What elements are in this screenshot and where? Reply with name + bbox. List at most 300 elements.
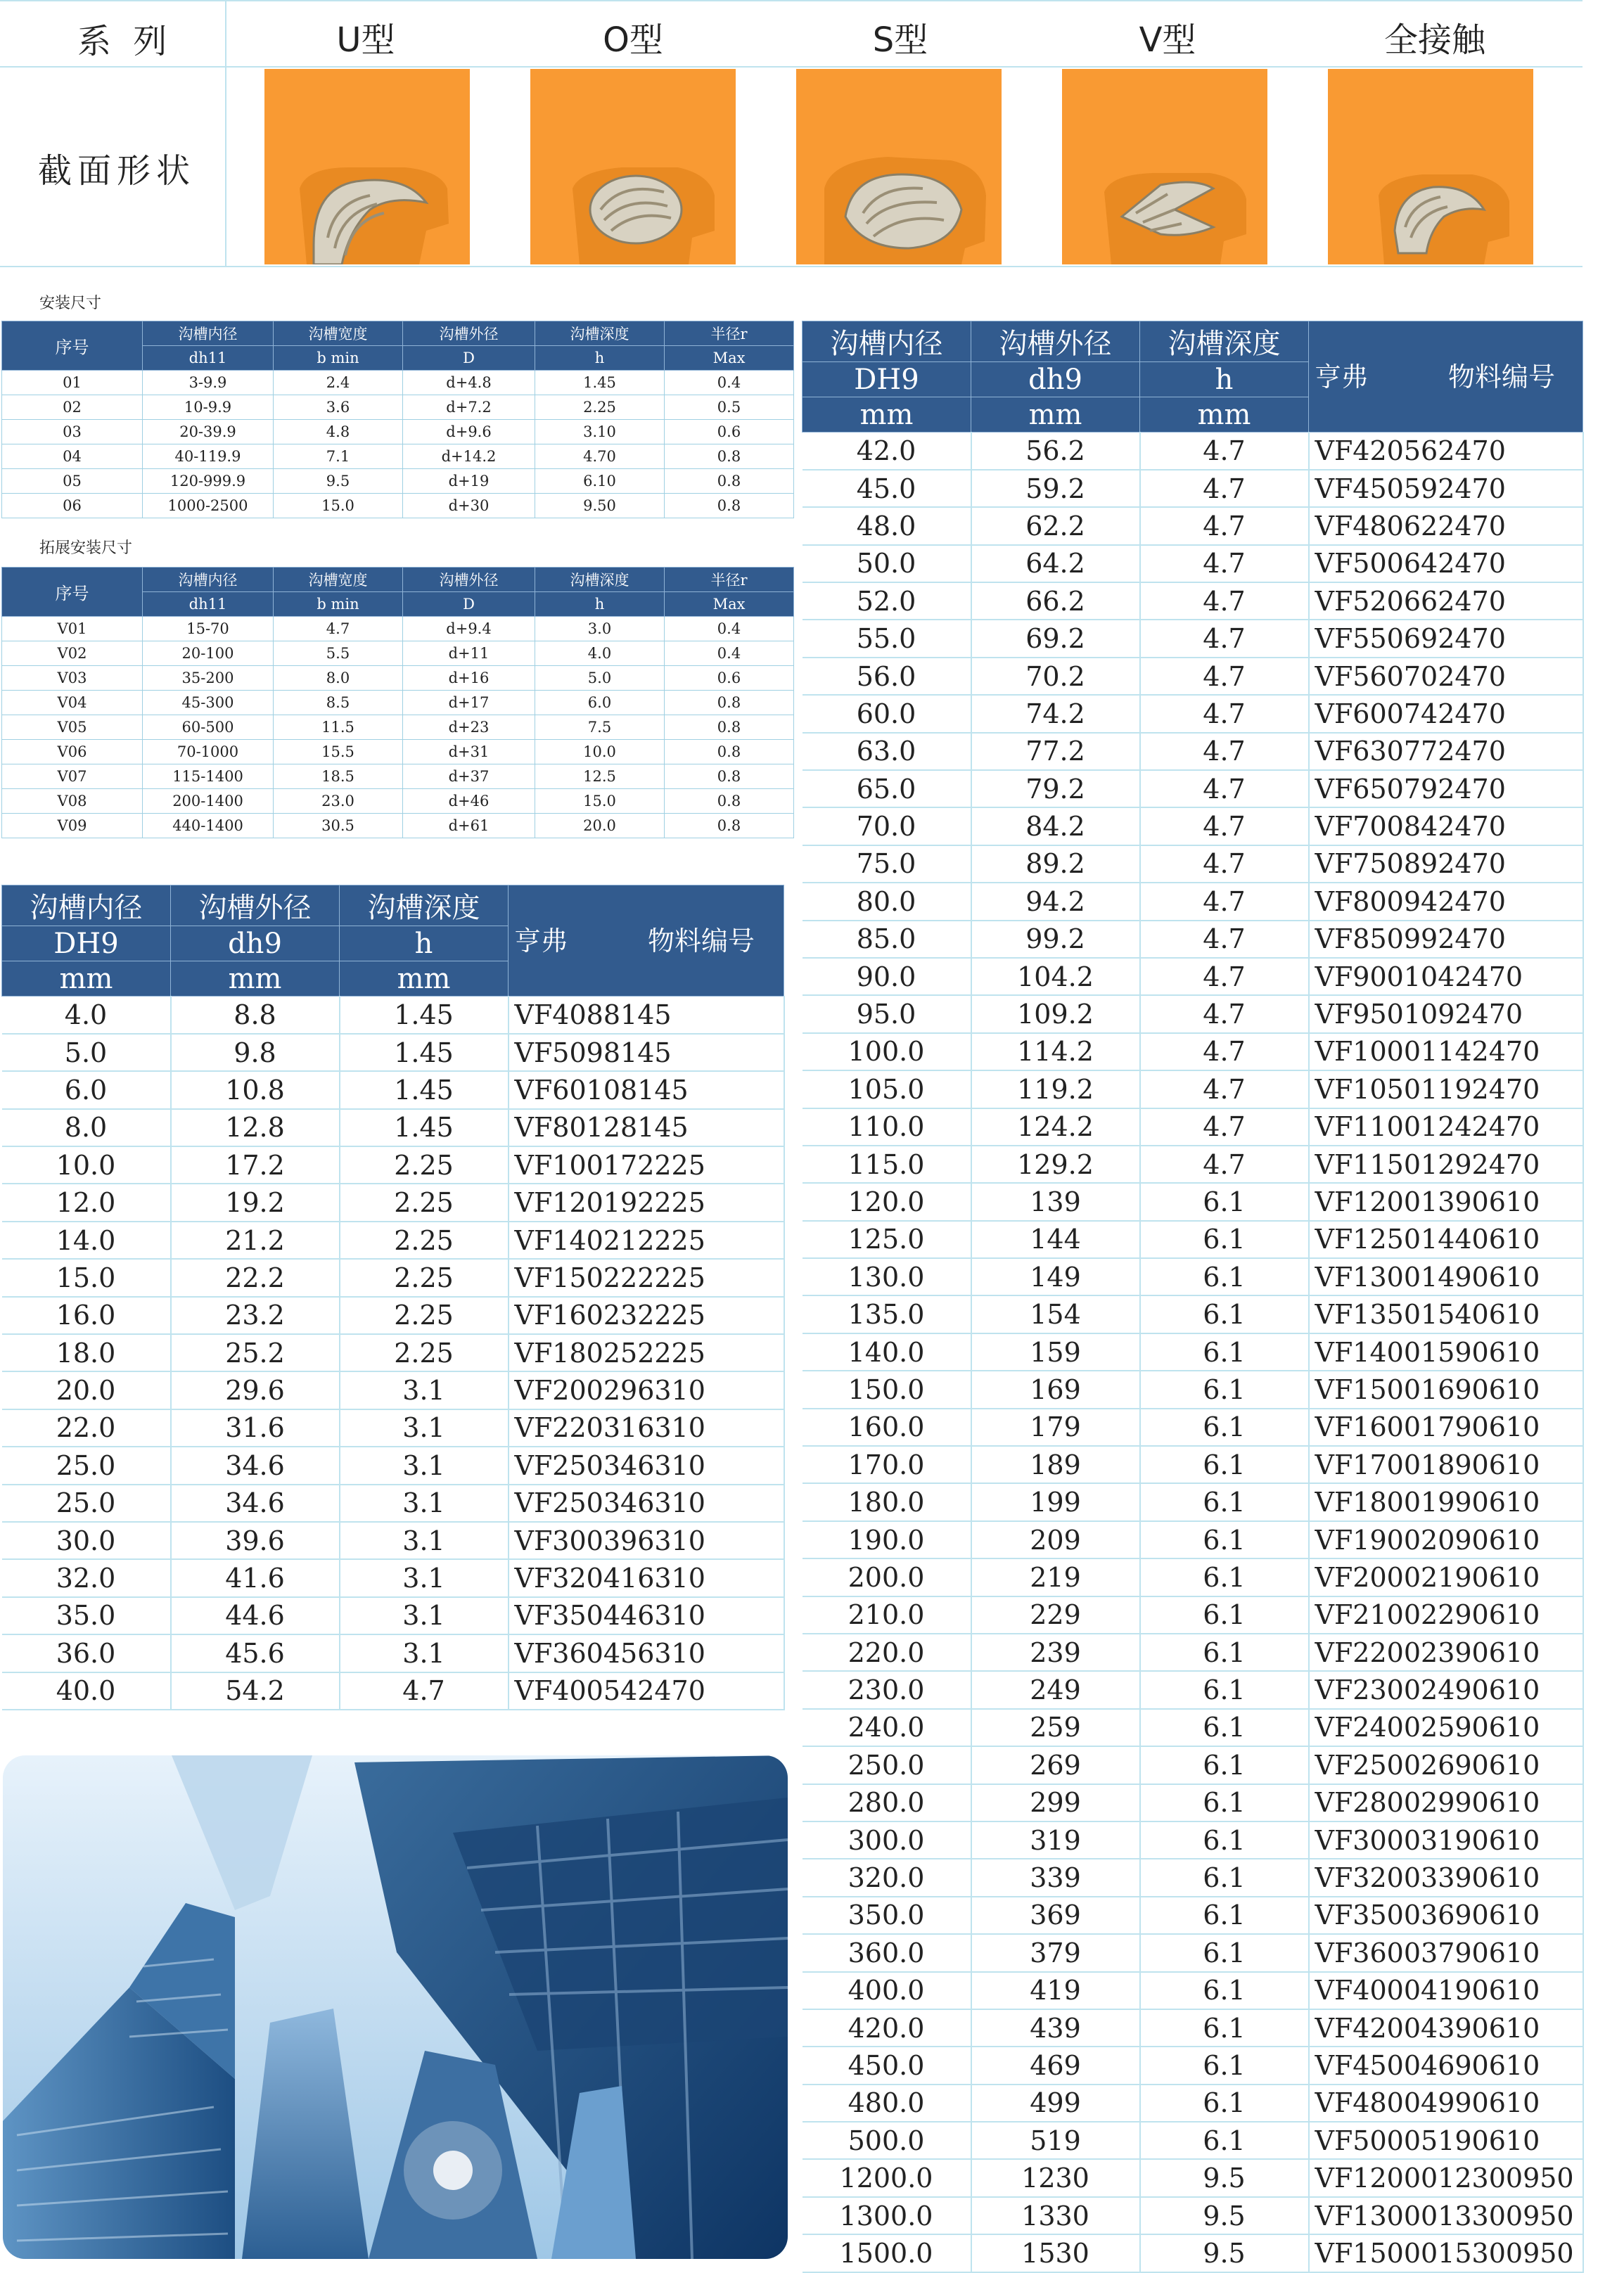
table-cell: d+9.4 <box>403 617 535 641</box>
city-skyline-image <box>3 1755 788 2259</box>
table-row <box>803 1446 1583 1483</box>
install-caption: 安装尺寸 <box>39 295 102 312</box>
table-cell: 199 <box>971 1483 1140 1520</box>
table-cell: 4.7 <box>1140 1033 1309 1070</box>
table-row <box>803 845 1583 883</box>
table-cell: 7.1 <box>274 444 403 469</box>
table-row <box>803 433 1583 470</box>
table-cell: 1500.0 <box>803 2234 971 2272</box>
table-cell: V02 <box>2 641 143 666</box>
table-cell: 120.0 <box>803 1183 971 1220</box>
table-row <box>803 1521 1583 1558</box>
table-cell: 8.8 <box>171 997 340 1034</box>
table-cell: 21.2 <box>171 1222 340 1259</box>
table-cell: 14.0 <box>2 1222 171 1259</box>
table-cell: VF350446310 <box>509 1597 784 1634</box>
table-cell: 130.0 <box>803 1258 971 1295</box>
table-cell: 450.0 <box>803 2047 971 2084</box>
table-cell: VF15001690610 <box>1309 1371 1583 1408</box>
table-cell: 8.5 <box>274 691 403 715</box>
col-groove-id: 沟槽内径 <box>143 568 274 592</box>
table-cell: VF42004390610 <box>1309 2009 1583 2047</box>
table-cell: V03 <box>2 666 143 691</box>
series-header <box>0 0 1583 267</box>
table-cell: 2.25 <box>535 395 665 420</box>
table-cell: 2.25 <box>340 1222 509 1259</box>
hdr-groove-id: 沟槽内径 <box>2 885 171 926</box>
table-row <box>803 958 1583 995</box>
col-index: 序号 <box>2 568 143 617</box>
table-cell: 170.0 <box>803 1446 971 1483</box>
table-row <box>2 641 794 666</box>
hdr-mm: mm <box>340 961 509 997</box>
col-index: 序号 <box>2 321 143 371</box>
table-cell: d+19 <box>403 469 535 494</box>
table-cell: VF180252225 <box>509 1334 784 1371</box>
table-row <box>2 997 784 1034</box>
table-cell: 84.2 <box>971 807 1140 845</box>
table-cell: VF100172225 <box>509 1146 784 1184</box>
table-row <box>803 545 1583 582</box>
table-row <box>2 1146 784 1184</box>
table-cell: 10.8 <box>171 1071 340 1108</box>
table-cell: 3.1 <box>340 1371 509 1409</box>
table-cell: 3.1 <box>340 1485 509 1522</box>
table-cell: 160.0 <box>803 1409 971 1446</box>
table-row <box>2 1071 784 1108</box>
hdr-dh9: DH9 <box>2 926 171 961</box>
table-cell: VF420562470 <box>1309 433 1583 470</box>
table-cell: VF30003190610 <box>1309 1821 1583 1859</box>
table-cell: 144 <box>971 1221 1140 1258</box>
table-cell: 239 <box>971 1634 1140 1671</box>
table-cell: VF300396310 <box>509 1522 784 1559</box>
sub-bmin: b min <box>274 592 403 617</box>
table-cell: 0.4 <box>665 641 794 666</box>
table-cell: 300.0 <box>803 1821 971 1859</box>
col-groove-depth: 沟槽深度 <box>535 568 665 592</box>
table-row <box>2 469 794 494</box>
table-cell: 25.0 <box>2 1447 171 1484</box>
table-cell: 19.2 <box>171 1184 340 1221</box>
table-cell: 45.0 <box>803 470 971 507</box>
table-cell: 56.0 <box>803 658 971 695</box>
table-row <box>803 620 1583 657</box>
table-row <box>803 1070 1583 1108</box>
table-row <box>2 1222 784 1259</box>
table-row <box>803 1258 1583 1295</box>
table-cell: 1.45 <box>340 997 509 1034</box>
type-full-contact: 全接触 <box>1383 20 1485 60</box>
table-cell: 119.2 <box>971 1070 1140 1108</box>
table-cell: 4.8 <box>274 420 403 444</box>
col-groove-od: 沟槽外径 <box>403 321 535 346</box>
table-cell: 6.1 <box>1140 2047 1309 2084</box>
table-row <box>2 395 794 420</box>
table-cell: 6.1 <box>1140 1221 1309 1258</box>
col-groove-width: 沟槽宽度 <box>274 568 403 592</box>
table-cell: d+37 <box>403 764 535 789</box>
table-cell: 4.0 <box>535 641 665 666</box>
col-groove-od: 沟槽外径 <box>403 568 535 592</box>
table-cell: 6.1 <box>1140 1821 1309 1859</box>
table-cell: 85.0 <box>803 921 971 958</box>
table-cell: 0.8 <box>665 444 794 469</box>
table-cell: 439 <box>971 2009 1140 2047</box>
table-cell: 01 <box>2 371 143 395</box>
table-cell: VF11501292470 <box>1309 1146 1583 1183</box>
table-row <box>2 1184 784 1221</box>
table-cell: d+23 <box>403 715 535 740</box>
table-cell: 06 <box>2 494 143 518</box>
table-cell: 1300.0 <box>803 2197 971 2234</box>
table-row <box>803 770 1583 807</box>
table-cell: 180.0 <box>803 1483 971 1520</box>
table-cell: 4.7 <box>1140 845 1309 883</box>
table-cell: 299 <box>971 1784 1140 1821</box>
table-row <box>2 1559 784 1596</box>
table-cell: 240.0 <box>803 1709 971 1746</box>
table-cell: 34.6 <box>171 1447 340 1484</box>
table-cell: 0.8 <box>665 715 794 740</box>
type-s: S型 <box>872 20 928 60</box>
table-cell: 6.1 <box>1140 1333 1309 1371</box>
table-row <box>803 1033 1583 1070</box>
type-v: V型 <box>1139 20 1196 60</box>
table-row <box>2 666 794 691</box>
table-cell: VF12001390610 <box>1309 1183 1583 1220</box>
table-cell: VF18001990610 <box>1309 1483 1583 1520</box>
table-cell: 50.0 <box>803 545 971 582</box>
divider <box>0 66 1583 68</box>
table-cell: 0.4 <box>665 617 794 641</box>
table-cell: 4.7 <box>1140 1070 1309 1108</box>
table-cell: 0.8 <box>665 764 794 789</box>
table-cell: 40.0 <box>2 1672 171 1710</box>
table-row <box>803 2197 1583 2234</box>
table-row <box>803 1972 1583 2009</box>
table-cell: 99.2 <box>971 921 1140 958</box>
table-cell: V06 <box>2 740 143 764</box>
table-row <box>2 617 794 641</box>
table-cell: 9.8 <box>171 1034 340 1071</box>
table-row <box>2 1109 784 1146</box>
table-cell: 249 <box>971 1671 1140 1708</box>
table-cell: d+61 <box>403 814 535 838</box>
table-cell: 4.7 <box>1140 921 1309 958</box>
table-cell: 35.0 <box>2 1597 171 1634</box>
product-table-right <box>802 321 1584 2273</box>
table-cell: 3.1 <box>340 1409 509 1447</box>
table-row <box>2 444 794 469</box>
table-cell: 115.0 <box>803 1146 971 1183</box>
table-cell: 139 <box>971 1183 1140 1220</box>
table-cell: 200-1400 <box>143 789 274 814</box>
table-cell: VF140212225 <box>509 1222 784 1259</box>
table-cell: VF11001242470 <box>1309 1108 1583 1146</box>
col-radius: 半径r <box>665 568 794 592</box>
table-cell: 1.45 <box>535 371 665 395</box>
table-cell: d+46 <box>403 789 535 814</box>
type-u: U型 <box>336 20 395 60</box>
sub-h: h <box>535 592 665 617</box>
table-cell: 9.5 <box>1140 2234 1309 2272</box>
table-cell: 15.5 <box>274 740 403 764</box>
table-cell: 369 <box>971 1897 1140 1934</box>
table-cell: 69.2 <box>971 620 1140 657</box>
table-cell: 120-999.9 <box>143 469 274 494</box>
table-cell: 30.5 <box>274 814 403 838</box>
table-cell: 6.10 <box>535 469 665 494</box>
table-cell: d+30 <box>403 494 535 518</box>
table-cell: 10.0 <box>535 740 665 764</box>
table-cell: VF560702470 <box>1309 658 1583 695</box>
hdr-mm: mm <box>1140 397 1309 433</box>
table-cell: V05 <box>2 715 143 740</box>
hdr-dh9-lower: dh9 <box>971 362 1140 397</box>
table-cell: 15.0 <box>274 494 403 518</box>
table-cell: 9.5 <box>1140 2159 1309 2196</box>
table-cell: 3.1 <box>340 1447 509 1484</box>
table-cell: 94.2 <box>971 883 1140 920</box>
table-cell: 25.0 <box>2 1485 171 1522</box>
table-row <box>803 1671 1583 1708</box>
table-cell: VF40004190610 <box>1309 1972 1583 2009</box>
table-cell: 419 <box>971 1972 1140 2009</box>
table-cell: 6.1 <box>1140 1295 1309 1333</box>
table-cell: 4.7 <box>1140 733 1309 770</box>
ext-size-table <box>1 567 794 838</box>
table-cell: d+14.2 <box>403 444 535 469</box>
table-cell: V09 <box>2 814 143 838</box>
table-row <box>803 1333 1583 1371</box>
table-cell: 11.5 <box>274 715 403 740</box>
table-cell: VF4088145 <box>509 997 784 1034</box>
table-cell: 6.1 <box>1140 1371 1309 1408</box>
table-cell: 70.0 <box>803 807 971 845</box>
table-cell: 1230 <box>971 2159 1140 2196</box>
table-cell: 22.0 <box>2 1409 171 1447</box>
install-size-table <box>1 321 794 518</box>
seal-v-image <box>1062 69 1267 264</box>
table-cell: 4.0 <box>2 997 171 1034</box>
table-cell: VF32003390610 <box>1309 1859 1583 1896</box>
table-cell: 469 <box>971 2047 1140 2084</box>
table-cell: 110.0 <box>803 1108 971 1146</box>
table-cell: VF500642470 <box>1309 545 1583 582</box>
table-cell: 150.0 <box>803 1371 971 1408</box>
table-cell: 379 <box>971 1934 1140 1971</box>
table-row <box>2 789 794 814</box>
table-cell: 2.25 <box>340 1184 509 1221</box>
col-groove-depth: 沟槽深度 <box>535 321 665 346</box>
product-table-left <box>1 885 785 1710</box>
table-cell: 41.6 <box>171 1559 340 1596</box>
table-cell: 4.7 <box>1140 620 1309 657</box>
table-cell: 03 <box>2 420 143 444</box>
table-cell: 350.0 <box>803 1897 971 1934</box>
table-cell: 125.0 <box>803 1221 971 1258</box>
table-cell: 149 <box>971 1258 1140 1295</box>
table-cell: 500.0 <box>803 2122 971 2159</box>
table-cell: 319 <box>971 1821 1140 1859</box>
table-cell: 6.1 <box>1140 1746 1309 1784</box>
table-cell: 15-70 <box>143 617 274 641</box>
table-cell: VF22002390610 <box>1309 1634 1583 1671</box>
table-row <box>2 764 794 789</box>
table-cell: 60.0 <box>803 695 971 732</box>
table-cell: 105.0 <box>803 1070 971 1108</box>
table-cell: d+9.6 <box>403 420 535 444</box>
table-cell: 280.0 <box>803 1784 971 1821</box>
table-row <box>803 1558 1583 1596</box>
table-cell: 65.0 <box>803 770 971 807</box>
table-cell: 45.6 <box>171 1634 340 1672</box>
table-row <box>2 1034 784 1071</box>
table-cell: 440-1400 <box>143 814 274 838</box>
table-row <box>2 691 794 715</box>
table-cell: 74.2 <box>971 695 1140 732</box>
table-cell: V04 <box>2 691 143 715</box>
table-cell: 2.25 <box>340 1146 509 1184</box>
table-cell: 30.0 <box>2 1522 171 1559</box>
table-cell: VF1200012300950 <box>1309 2159 1583 2196</box>
table-cell: 1.45 <box>340 1109 509 1146</box>
table-cell: 12.5 <box>535 764 665 789</box>
table-cell: 9.5 <box>274 469 403 494</box>
table-row <box>803 1483 1583 1520</box>
table-cell: 114.2 <box>971 1033 1140 1070</box>
table-row <box>2 371 794 395</box>
table-row <box>2 1297 784 1334</box>
table-cell: 250.0 <box>803 1746 971 1784</box>
table-cell: 109.2 <box>971 995 1140 1032</box>
hdr-groove-id: 沟槽内径 <box>803 321 971 362</box>
table-cell: 0.8 <box>665 740 794 764</box>
table-row <box>803 883 1583 920</box>
table-cell: VF9001042470 <box>1309 958 1583 995</box>
table-cell: 6.1 <box>1140 1934 1309 1971</box>
table-cell: VF450592470 <box>1309 470 1583 507</box>
table-cell: 104.2 <box>971 958 1140 995</box>
divider <box>0 0 1583 1</box>
table-cell: VF750892470 <box>1309 845 1583 883</box>
table-cell: VF60108145 <box>509 1071 784 1108</box>
table-row <box>803 733 1583 770</box>
table-cell: 10.0 <box>2 1146 171 1184</box>
table-cell: 320.0 <box>803 1859 971 1896</box>
table-cell: 360.0 <box>803 1934 971 1971</box>
table-cell: 9.50 <box>535 494 665 518</box>
table-cell: 70.2 <box>971 658 1140 695</box>
table-cell: d+4.8 <box>403 371 535 395</box>
type-o: O型 <box>603 20 663 60</box>
table-row <box>803 695 1583 732</box>
table-cell: 12.8 <box>171 1109 340 1146</box>
table-cell: 32.0 <box>2 1559 171 1596</box>
table-cell: VF35003690610 <box>1309 1897 1583 1934</box>
section-shape-label: 截面形状 <box>38 151 196 191</box>
table-cell: V08 <box>2 789 143 814</box>
col-radius: 半径r <box>665 321 794 346</box>
table-cell: 2.4 <box>274 371 403 395</box>
seal-full-contact-image <box>1328 69 1533 264</box>
table-cell: 60-500 <box>143 715 274 740</box>
table-cell: VF19002090610 <box>1309 1521 1583 1558</box>
table-cell: 2.25 <box>340 1259 509 1296</box>
table-cell: VF850992470 <box>1309 921 1583 958</box>
table-cell: 12.0 <box>2 1184 171 1221</box>
table-cell: 0.8 <box>665 691 794 715</box>
table-row <box>2 1334 784 1371</box>
sub-bmin: b min <box>274 346 403 371</box>
table-cell: 339 <box>971 1859 1140 1896</box>
table-cell: 39.6 <box>171 1522 340 1559</box>
table-cell: 1000-2500 <box>143 494 274 518</box>
table-row <box>2 1447 784 1484</box>
series-label: 系 列 <box>77 22 173 61</box>
table-cell: VF200296310 <box>509 1371 784 1409</box>
table-cell: 9.5 <box>1140 2197 1309 2234</box>
table-cell: 3.0 <box>535 617 665 641</box>
table-cell: 169 <box>971 1371 1140 1408</box>
table-cell: 6.0 <box>2 1071 171 1108</box>
col-groove-width: 沟槽宽度 <box>274 321 403 346</box>
table-cell: V01 <box>2 617 143 641</box>
table-cell: 5.5 <box>274 641 403 666</box>
table-cell: 90.0 <box>803 958 971 995</box>
table-row <box>803 1221 1583 1258</box>
table-cell: 6.1 <box>1140 1784 1309 1821</box>
table-cell: 2.25 <box>340 1334 509 1371</box>
table-cell: VF480622470 <box>1309 507 1583 544</box>
table-cell: 209 <box>971 1521 1140 1558</box>
hdr-h: h <box>340 926 509 961</box>
table-cell: 3.10 <box>535 420 665 444</box>
table-cell: 4.7 <box>1140 582 1309 620</box>
table-cell: 8.0 <box>2 1109 171 1146</box>
hdr-dh9: DH9 <box>803 362 971 397</box>
table-cell: 200.0 <box>803 1558 971 1596</box>
table-row <box>803 1295 1583 1333</box>
table-cell: 3-9.9 <box>143 371 274 395</box>
table-cell: 179 <box>971 1409 1140 1446</box>
table-cell: 4.7 <box>1140 658 1309 695</box>
table-cell: 6.1 <box>1140 1409 1309 1446</box>
table-cell: VF650792470 <box>1309 770 1583 807</box>
table-cell: VF28002990610 <box>1309 1784 1583 1821</box>
table-cell: 3.6 <box>274 395 403 420</box>
table-cell: 35-200 <box>143 666 274 691</box>
table-cell: 45-300 <box>143 691 274 715</box>
table-cell: VF80128145 <box>509 1109 784 1146</box>
table-row <box>803 2047 1583 2084</box>
table-cell: 77.2 <box>971 733 1140 770</box>
table-row <box>2 1634 784 1672</box>
table-cell: 6.1 <box>1140 1972 1309 2009</box>
table-cell: 4.7 <box>1140 770 1309 807</box>
table-cell: VF1300013300950 <box>1309 2197 1583 2234</box>
table-cell: 02 <box>2 395 143 420</box>
table-cell: 23.0 <box>274 789 403 814</box>
table-cell: VF50005190610 <box>1309 2122 1583 2159</box>
table-cell: 229 <box>971 1596 1140 1634</box>
table-cell: 6.1 <box>1140 1446 1309 1483</box>
table-cell: VF700842470 <box>1309 807 1583 845</box>
table-cell: 29.6 <box>171 1371 340 1409</box>
table-row <box>803 470 1583 507</box>
table-cell: VF630772470 <box>1309 733 1583 770</box>
